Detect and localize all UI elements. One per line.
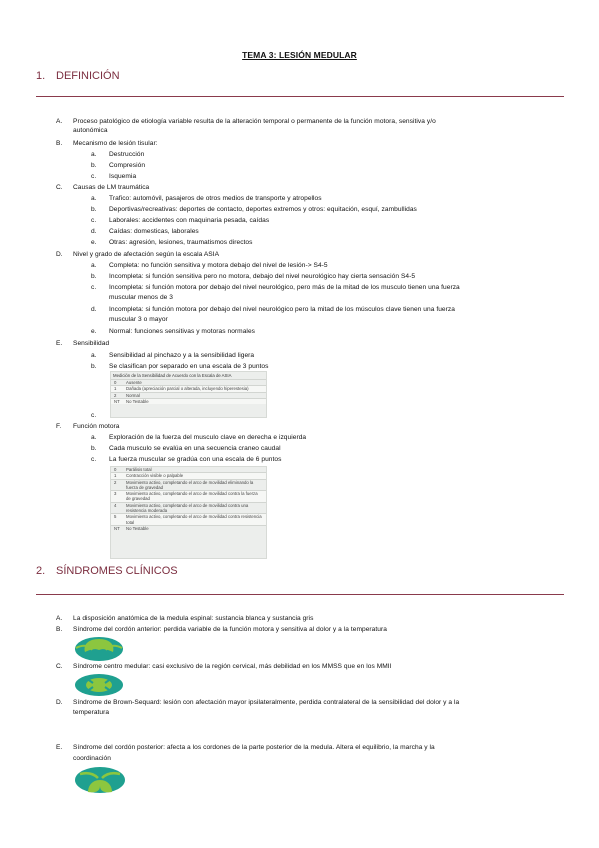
table-row (111, 467, 266, 472)
sub-item (91, 228, 199, 236)
list-marker: b. (91, 162, 97, 169)
table-cell: Movimiento activo, completando el arco de movilidad contra una resistencia moderada (126, 502, 249, 514)
list-text: Deportivas/recreativas: deportes de contacto, deportes extremos y otros: equitación, esquí, zambullidas (109, 206, 417, 213)
list-marker: D. (56, 251, 63, 258)
list-text: Síndrome del cordón posterior: afecta a los cordones de la parte posterior de la medula. Altera el equilibrio, la marcha y la (73, 744, 435, 751)
table-cell: Movimiento activo, completando el arco de movilidad eliminando la fuerza de gravedad (126, 479, 254, 490)
table-row (111, 525, 266, 531)
table-cell: 5 (114, 514, 117, 520)
list-marker: a. (91, 434, 97, 441)
list-text: Laborales: accidentes con maquinaria pesada, caídas (109, 217, 270, 224)
list-marker: b. (91, 445, 97, 452)
list-marker: c. (91, 456, 97, 463)
list-marker: c. (91, 284, 97, 291)
syndrome-item-d (56, 699, 460, 707)
sub-item (91, 239, 253, 247)
sub-item (91, 456, 282, 464)
sub-item (91, 262, 328, 270)
table-cell: No Testable (126, 398, 149, 404)
list-text: Síndrome de Brown-Sequard: lesión con afectación mayor ipsilateralmente, perdida contralateral de la sensibilidad del dolor y a la (73, 699, 460, 706)
list-marker: c. (91, 412, 97, 419)
table-row (111, 379, 266, 385)
list-marker: a. (91, 352, 97, 359)
list-text: temperatura (73, 709, 110, 716)
syndrome-item-d-cont (73, 709, 109, 717)
table-cell: Normal (126, 392, 140, 398)
list-marker: D. (56, 699, 63, 706)
list-text: Sensibilidad al pinchazo y a la sensibilidad ligera (109, 352, 255, 359)
syndrome-item-c (56, 663, 392, 671)
list-item-d (56, 251, 220, 259)
list-marker: A. (56, 118, 63, 125)
list-marker: d. (91, 228, 97, 235)
list-marker: F. (56, 423, 62, 430)
table-row (111, 490, 266, 502)
section-heading-sindromes (36, 565, 178, 577)
table-cell: Movimiento activo, completando el arco de movilidad contra la fuerza de gravedad (126, 491, 258, 502)
sub-item (91, 306, 455, 314)
sub-item (91, 162, 146, 170)
table-cell: 0 (114, 467, 117, 472)
list-text: Exploración de la fuerza del musculo clave en derecha e izquierda (109, 434, 307, 441)
list-text: Síndrome del cordón anterior: perdida variable de la función motora y sensitiva al dolor y a la temperatura (73, 626, 387, 633)
list-item-a (56, 118, 436, 126)
list-item-f (56, 423, 120, 431)
list-text: Nivel y grado de afectación según la escala ASIA (73, 251, 220, 258)
list-marker: c. (91, 217, 97, 224)
sub-item (91, 328, 256, 336)
list-text: Trafico: automóvil, pasajeros de otros medios de transporte y atropellos (109, 195, 322, 202)
section-heading-definicion (36, 70, 120, 82)
sub-item (91, 284, 460, 292)
section-title: DEFINICIÓN (56, 70, 120, 82)
syndrome-item-e (56, 744, 435, 752)
table-row (111, 479, 266, 491)
sub-item (91, 151, 145, 159)
table-row (111, 502, 266, 514)
sub-item (91, 173, 137, 181)
table-caption: Medición de la Sensibilidad de Acuerdo con la Escala de ASIA (113, 373, 232, 378)
list-text: Completa: no función sensitiva y motora debajo del nivel de lesión-> S4-5 (109, 262, 328, 269)
list-text: Síndrome centro medular: casi exclusivo de la región cervical, más debilidad en los MMSS que en los MMII (73, 663, 392, 670)
list-text: Función motora (73, 423, 120, 430)
table-cell: No Testable (126, 525, 149, 531)
syndrome-item-b (56, 626, 387, 634)
section-number: 2. (36, 565, 46, 577)
list-text: Causas de LM traumática (73, 184, 150, 191)
list-text: Incompleta: si función sensitiva pero no motora, debajo del nivel neurológico hay cierta sensación S4-5 (109, 273, 416, 280)
list-text: Sensibilidad (73, 340, 110, 347)
table-row (111, 392, 266, 398)
table-cell: 1 (114, 386, 117, 392)
table-cell: Dañada (apreciación parcial o alterada, incluyendo hiperestesia) (126, 386, 249, 392)
list-marker: b. (91, 363, 97, 370)
list-item-e (56, 340, 110, 348)
syndrome-item-a (56, 615, 314, 623)
list-marker: a. (91, 262, 97, 269)
sub-item-cont (109, 294, 173, 302)
list-text: Normal: funciones sensitivas y motoras normales (109, 328, 256, 335)
table-cell: Movimiento activo, completando el arco de movilidad contra resistencia total (126, 514, 262, 525)
list-marker: E. (56, 340, 63, 347)
motor-strength-table (110, 466, 267, 559)
table-cell: Contracción visible o palpable (126, 473, 184, 479)
spinal-cord-central-icon (74, 673, 124, 697)
sub-item (91, 352, 255, 360)
list-marker: E. (56, 744, 63, 751)
table-cell: NT (114, 525, 120, 531)
list-text: coordinación (73, 755, 111, 762)
sub-item-cont (109, 316, 168, 324)
list-marker: b. (91, 206, 97, 213)
sub-item (91, 195, 322, 203)
list-text: Incompleta: si función motora por debajo del nivel neurológico pero la mitad de los músculos clave tienen una fuerza (109, 306, 455, 313)
table-cell: Parálisis total (126, 467, 152, 472)
list-text: muscular menos de 3 (109, 294, 173, 301)
sub-item (91, 445, 281, 453)
list-text: La disposición anatómica de la medula espinal: sustancia blanca y sustancia gris (73, 615, 314, 622)
list-marker: e. (91, 328, 97, 335)
list-text: Otras: agresión, lesiones, traumatismos directos (109, 239, 253, 246)
table-cell: 4 (114, 502, 117, 508)
section-divider (36, 96, 564, 97)
list-marker: d. (91, 306, 97, 313)
table-cell: 3 (114, 491, 117, 497)
list-text: Cada musculo se evalúa en una secuencia craneo caudal (109, 445, 281, 452)
table-cell: 2 (114, 479, 117, 485)
list-marker: C. (56, 184, 63, 191)
table-row (111, 385, 266, 391)
list-marker: c. (91, 173, 97, 180)
section-divider (36, 594, 564, 595)
list-marker: a. (91, 195, 97, 202)
section-number: 1. (36, 70, 46, 82)
sub-item (91, 434, 307, 442)
document-title: TEMA 3: LESIÓN MEDULAR (242, 50, 357, 60)
table-row (111, 398, 266, 404)
list-text: Compresión (109, 162, 146, 169)
table-cell: 2 (114, 392, 117, 398)
sub-item (91, 206, 417, 214)
syndrome-item-e-cont (73, 755, 111, 763)
list-marker: B. (56, 140, 63, 147)
list-text: Mecanismo de lesión tisular: (73, 140, 158, 147)
list-marker: a. (91, 151, 97, 158)
list-marker: e. (91, 239, 97, 246)
list-item-c (56, 184, 150, 192)
list-marker: A. (56, 615, 63, 622)
spinal-cord-posterior-icon (74, 766, 126, 794)
list-item-a-cont (73, 127, 108, 135)
spinal-cord-anterior-icon (74, 636, 124, 662)
table-cell: Ausente (126, 380, 142, 385)
table-row (111, 472, 266, 478)
list-text: Isquemia (109, 173, 137, 180)
list-text: La fuerza muscular se gradúa con una escala de 6 puntos (109, 456, 282, 463)
table-cell: 1 (114, 473, 117, 479)
list-text: Se clasifican por separado en una escala de 3 puntos (109, 363, 269, 370)
list-text: Destrucción (109, 151, 145, 158)
table-cell: 0 (114, 380, 117, 385)
sub-item (91, 363, 269, 371)
asia-sensitivity-table (110, 371, 267, 418)
list-text: muscular 3 o mayor (109, 316, 168, 323)
sub-item (91, 273, 416, 281)
list-text: Caídas: domesticas, laborales (109, 228, 199, 235)
table-cell: NT (114, 398, 120, 404)
list-text: Incompleta: si función motora por debajo del nivel neurológico, pero más de la mitad de los musculo tienen una fuerza (109, 284, 460, 291)
sub-item (91, 217, 270, 225)
table-row (111, 513, 266, 525)
list-marker: C. (56, 663, 63, 670)
section-title: SÍNDROMES CLÍNICOS (56, 565, 178, 577)
list-text: autonómica (73, 127, 108, 134)
list-marker: B. (56, 626, 63, 633)
list-item-b (56, 140, 158, 148)
list-marker: b. (91, 273, 97, 280)
list-text: Proceso patológico de etiología variable resulta de la alteración temporal o permanente de la función motora, sensitiva y/o (73, 118, 436, 125)
